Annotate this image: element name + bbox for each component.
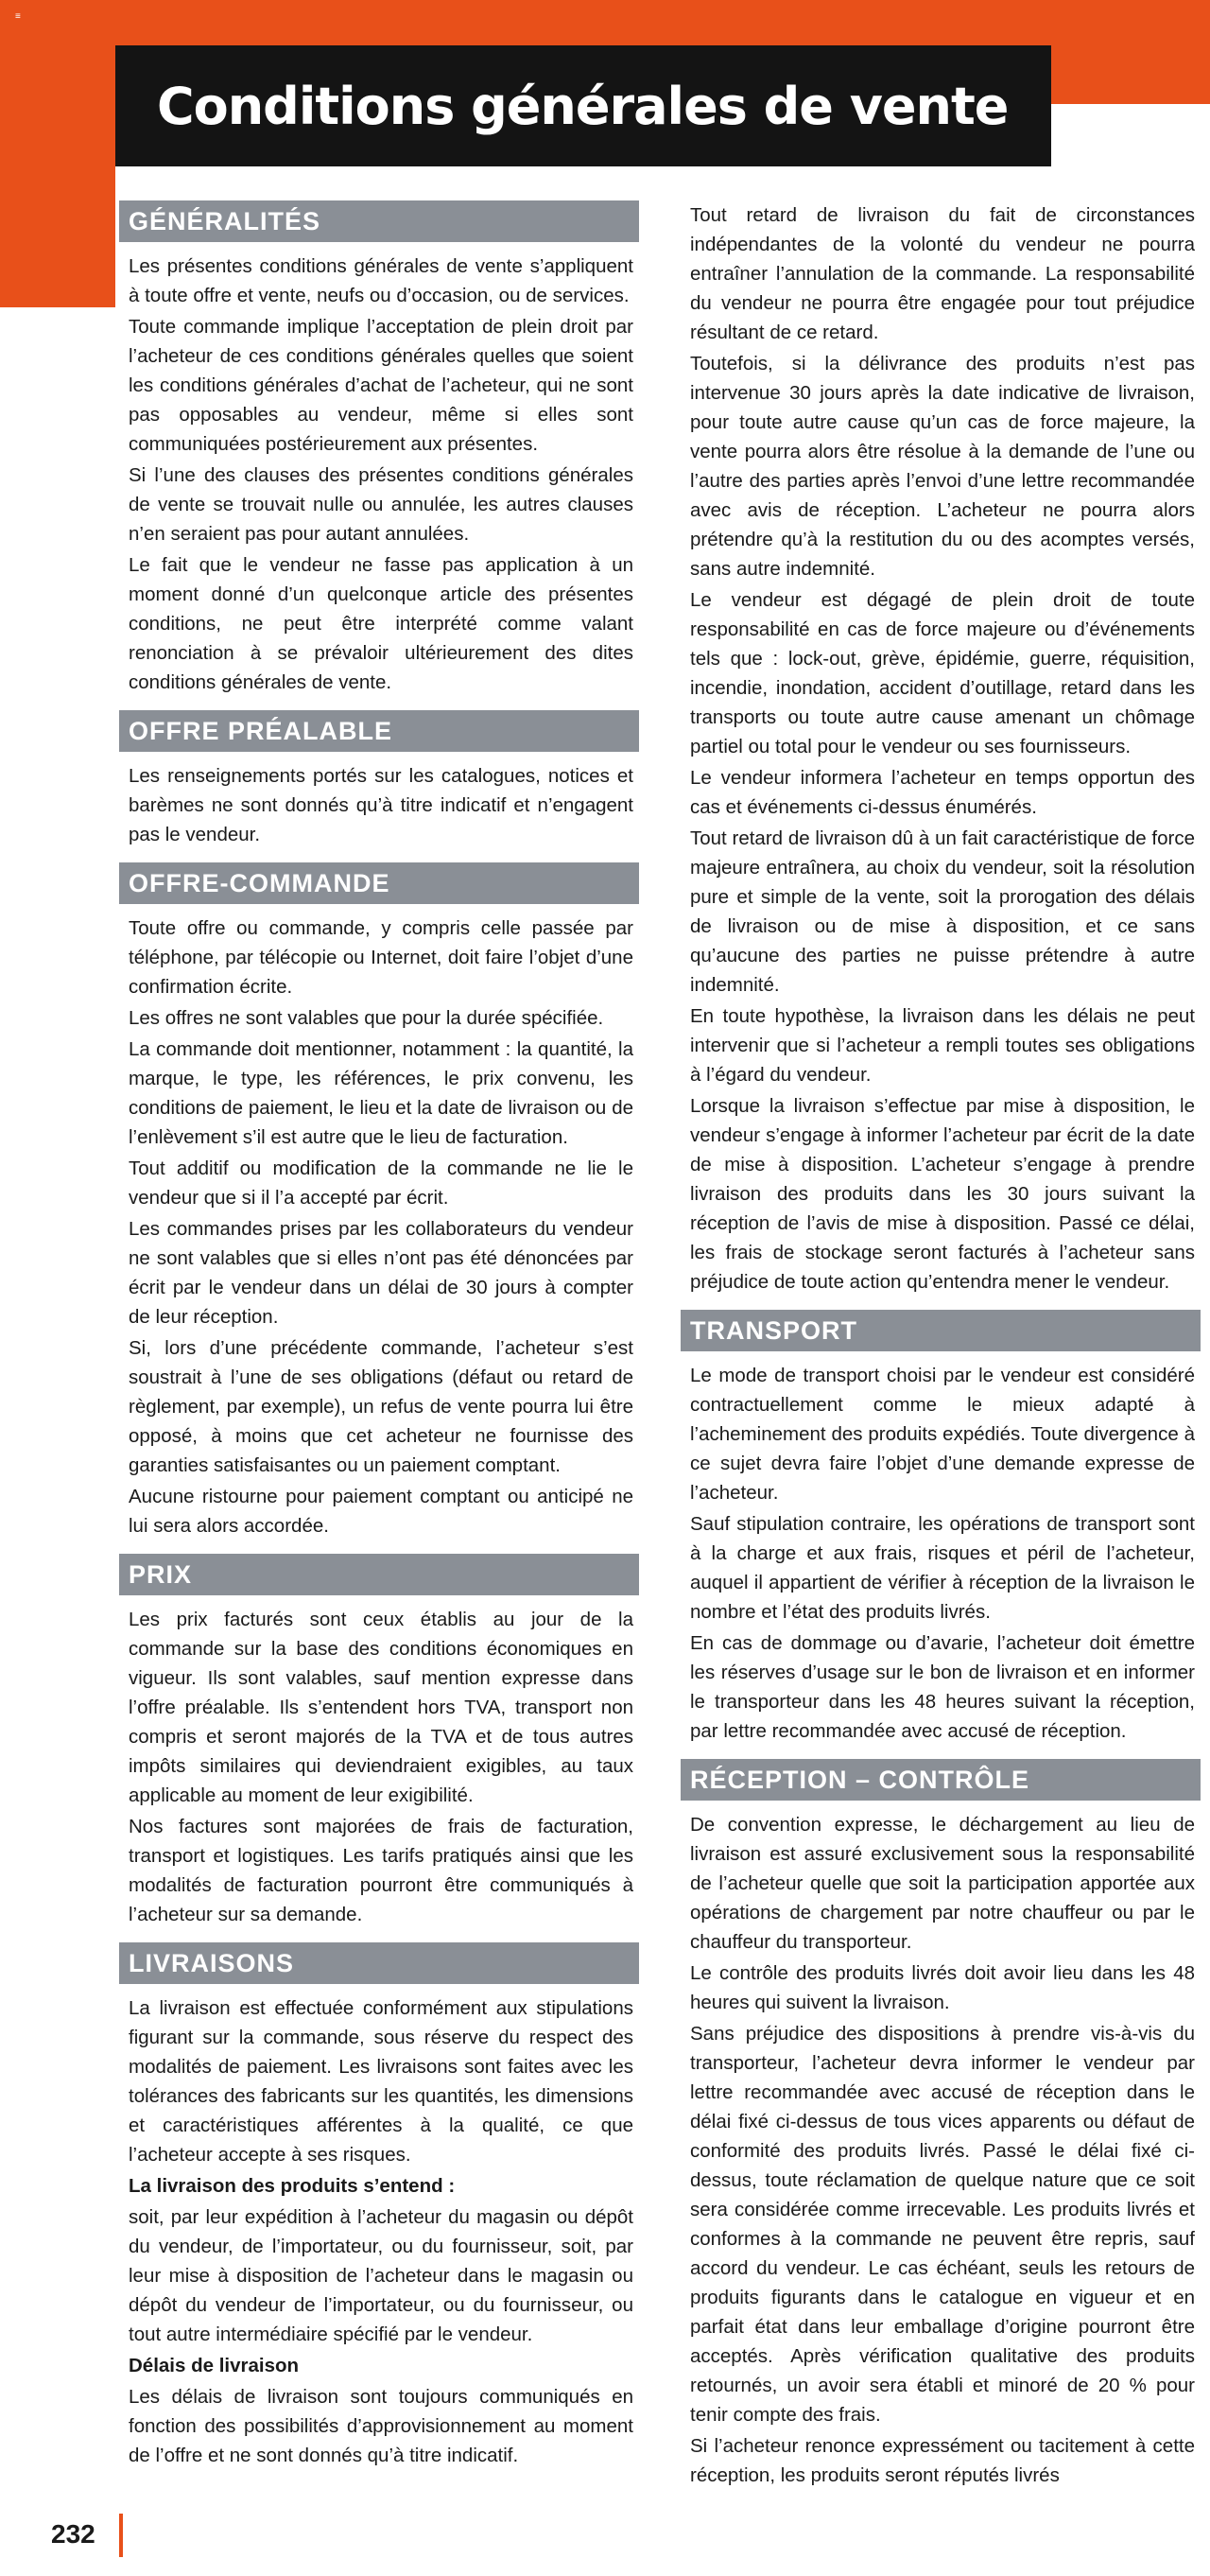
- paragraph: Si, lors d’une précédente commande, l’acheteur s’est soustrait à l’une de ses obligations (défaut ou retard de règlement, par exemple), un refus de vente pourra lui être opposé, à moins que cet acheteur ne fournisse des garanties satisfaisantes ou un paiement comptant.: [129, 1337, 633, 1476]
- section-heading-offre-prealable: OFFRE PRÉALABLE: [119, 710, 639, 752]
- subheading: Délais de livraison: [129, 2355, 300, 2376]
- paragraph: Les offres ne sont valables que pour la durée spécifiée.: [129, 1007, 604, 1029]
- section-heading-livraisons: LIVRAISONS: [119, 1942, 639, 1984]
- page-title: Conditions générales de vente: [157, 76, 1009, 136]
- paragraph: Tout additif ou modification de la commande ne lie le vendeur que si il l’a accepté par écrit.: [129, 1157, 633, 1209]
- title-banner: [115, 45, 1051, 166]
- section-heading-reception-controle: RÉCEPTION – CONTRÔLE: [681, 1759, 1201, 1801]
- paragraph: Le contrôle des produits livrés doit avoir lieu dans les 48 heures qui suivent la livraison.: [690, 1962, 1195, 2013]
- paragraph: Toutefois, si la délivrance des produits n’est pas intervenue 30 jours après la date indicative de livraison, pour toute autre cause qu’un cas de force majeure, la vente pourra alors être résolue à la demande de l’une ou l’autre des parties après l’envoi d’une lettre recommandée avec avis de réception. L’acheteur ne pourra alors prétendre qu’à la restitution du ou des acomptes versés, sans autre indemnité.: [690, 353, 1195, 580]
- paragraph: En cas de dommage ou d’avarie, l’acheteur doit émettre les réserves d’usage sur le bon de livraison et en informer le transporteur dans les 48 heures suivant la réception, par lettre recommandée avec accusé de réception.: [690, 1632, 1195, 1742]
- paragraph: Les présentes conditions générales de vente s’appliquent à toute offre et vente, neufs ou d’occasion, ou de services.: [129, 255, 633, 306]
- paragraph: La commande doit mentionner, notamment : la quantité, la marque, le type, les références, le prix convenu, les conditions de paiement, le lieu et la date de livraison ou de l’enlèvement s’il est autre que le lieu de facturation.: [129, 1038, 633, 1148]
- page-number: 232: [51, 2519, 95, 2549]
- paragraph: Nos factures sont majorées de frais de facturation, transport et logistiques. Les tarifs pratiqués ainsi que les modalités de facturation pourront être communiqués à l’acheteur sur sa demande.: [129, 1816, 633, 1925]
- paragraph: Toute offre ou commande, y compris celle passée par téléphone, par télécopie ou Internet, doit faire l’objet d’une confirmation écrite.: [129, 917, 633, 998]
- paragraph: Lorsque la livraison s’effectue par mise à disposition, le vendeur s’engage à informer l’acheteur par écrit de la date de mise à disposition. L’acheteur s’engage à prendre livraison des produits dans les 30 jours suivant la réception de l’avis de mise à disposition. Passé ce délai, les frais de stockage seront facturés à l’acheteur sans préjudice de toute action qu’entendra mener le vendeur.: [690, 1095, 1195, 1293]
- paragraph: Les délais de livraison sont toujours communiqués en fonction des possibilités d’approvisionnement au moment de l’offre et ne sont donnés qu’à titre indicatif.: [129, 2386, 633, 2466]
- paragraph: soit, par leur expédition à l’acheteur du magasin ou dépôt du vendeur, de l’importateur, ou du fournisseur, soit, par leur mise à disposition de l’acheteur dans le magasin ou dépôt du vendeur de l’importateur, ou du fournisseur, ou tout autre intermédiaire spécifié par le vendeur.: [129, 2206, 633, 2345]
- corner-mark: ≡: [15, 11, 21, 22]
- paragraph: Si l’une des clauses des présentes conditions générales de vente se trouvait nulle ou annulée, les autres clauses n’en seraient pas pour autant annulées.: [129, 464, 633, 545]
- subheading: La livraison des produits s’entend :: [129, 2175, 456, 2197]
- paragraph: Si l’acheteur renonce expressément ou tacitement à cette réception, les produits seront réputés livrés: [690, 2435, 1195, 2486]
- paragraph: Tout retard de livraison du fait de circonstances indépendantes de la volonté du vendeur ne pourra entraîner l’annulation de la commande. La responsabilité du vendeur ne pourra être engagée pour tout préjudice résultant de ce retard.: [690, 204, 1195, 343]
- paragraph: Les commandes prises par les collaborateurs du vendeur ne sont valables que si elles n’ont pas été dénoncées par écrit par le vendeur dans un délai de 30 jours à compter de leur réception.: [129, 1218, 633, 1328]
- paragraph: La livraison est effectuée conformément aux stipulations figurant sur la commande, sous réserve du respect des modalités de paiement. Les livraisons sont faites avec les tolérances des fabricants sur les quantités, les dimensions et caractéristiques afférentes à la qualité, ce que l’acheteur accepte à ses risques.: [129, 1997, 633, 2166]
- paragraph: Sauf stipulation contraire, les opérations de transport sont à la charge et aux frais, risques et péril de l’acheteur, auquel il appartient de vérifier à réception de la livraison le nombre et l’état des produits livrés.: [690, 1513, 1195, 1623]
- section-heading-offre-commande: OFFRE-COMMANDE: [119, 862, 639, 904]
- paragraph: Tout retard de livraison dû à un fait caractéristique de force majeure entraînera, au choix du vendeur, soit la résolution pure et simple de la vente, soit la prorogation des délais de livraison ou de mise à disposition, et ce sans qu’aucune des parties ne puisse prétendre à autre indemnité.: [690, 827, 1195, 996]
- right-column: [681, 200, 1201, 2492]
- paragraph: Le mode de transport choisi par le vendeur est considéré contractuellement comme le mieux adapté à l’acheminement des produits expédiés. Toute divergence à ce sujet devra faire l’objet d’une demande expresse de l’acheteur.: [690, 1365, 1195, 1504]
- page-number-bar: [119, 2514, 123, 2557]
- section-heading-prix: PRIX: [119, 1554, 639, 1595]
- paragraph: Les renseignements portés sur les catalogues, notices et barèmes ne sont donnés qu’à titre indicatif et n’engagent pas le vendeur.: [129, 765, 633, 845]
- paragraph: Aucune ristourne pour paiement comptant ou anticipé ne lui sera alors accordée.: [129, 1486, 633, 1537]
- paragraph: Le fait que le vendeur ne fasse pas application à un moment donné d’un quelconque article des présentes conditions, ne peut être interprété comme valant renonciation à se prévaloir ultérieurement des dites conditions générales de vente.: [129, 554, 633, 693]
- left-orange-band: [0, 0, 115, 307]
- paragraph: Sans préjudice des dispositions à prendre vis-à-vis du transporteur, l’acheteur devra informer le vendeur par lettre recommandée avec accusé de réception dans le délai fixé ci-dessus de tous vices apparents ou défaut de conformité des produits livrés. Passé le délai fixé ci-dessus, toute réclamation de quelque nature que ce soit sera considérée comme irrecevable. Les produits livrés et conformes à la commande ne peuvent être repris, sauf accord du vendeur. Le cas échéant, seuls les retours de produits figurants dans le catalogue en vigueur et en parfait état dans leur emballage d’origine pourront être acceptés. Après vérification qualitative des produits retournés, un avoir sera établi et minoré de 20 % pour tenir compte des frais.: [690, 2023, 1195, 2426]
- section-heading-generalites: GÉNÉRALITÉS: [119, 200, 639, 242]
- paragraph: Le vendeur est dégagé de plein droit de toute responsabilité en cas de force majeure ou d’événements tels que : lock-out, grève, épidémie, guerre, réquisition, incendie, inondation, accident d’outillage, retard dans les transports ou toute autre cause amenant un chômage partiel ou total pour le vendeur ou ses fournisseurs.: [690, 589, 1195, 757]
- paragraph: Toute commande implique l’acceptation de plein droit par l’acheteur de ces conditions générales quelles que soient les conditions générales d’achat de l’acheteur, qui ne sont pas opposables au vendeur, même si elles sont communiquées postérieurement aux présentes.: [129, 316, 633, 455]
- paragraph: De convention expresse, le déchargement au lieu de livraison est assuré exclusivement sous la responsabilité de l’acheteur quelle que soit la participation apportée aux opérations de chargement par notre chauffeur ou par le chauffeur du transporteur.: [690, 1814, 1195, 1953]
- paragraph: Les prix facturés sont ceux établis au jour de la commande sur la base des conditions économiques en vigueur. Ils sont valables, sauf mention expresse dans l’offre préalable. Ils s’entendent hors TVA, transport non compris et seront majorés de la TVA et de tous autres impôts similaires qui deviendraient exigibles, au taux applicable au moment de leur exigibilité.: [129, 1609, 633, 1806]
- section-heading-transport: TRANSPORT: [681, 1310, 1201, 1351]
- left-column: [119, 200, 639, 2472]
- paragraph: Le vendeur informera l’acheteur en temps opportun des cas et événements ci-dessus énumérés.: [690, 767, 1195, 818]
- paragraph: En toute hypothèse, la livraison dans les délais ne peut intervenir que si l’acheteur a rempli toutes ses obligations à l’égard du vendeur.: [690, 1005, 1195, 1086]
